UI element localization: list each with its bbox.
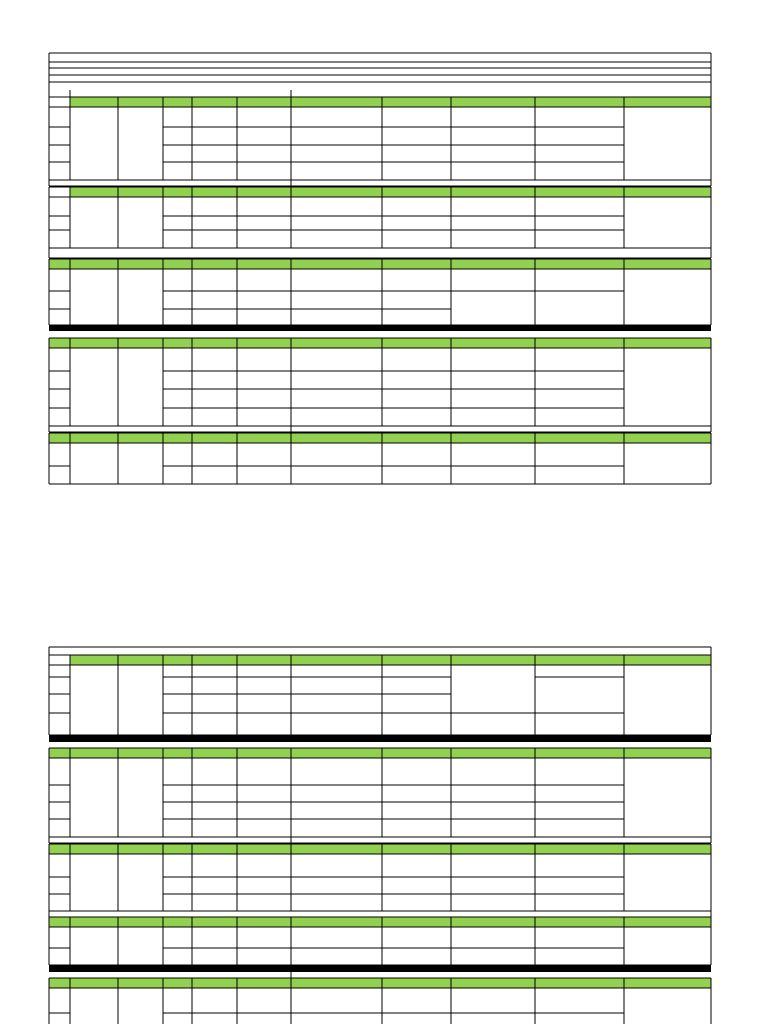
row-number-header-cell: [49, 844, 70, 854]
section-separator-bar: [49, 965, 711, 972]
column-header-row: [70, 433, 711, 443]
row-number-header-cell: [49, 917, 70, 927]
row-number-header-cell: [49, 433, 70, 443]
section-separator-bar: [49, 325, 711, 331]
column-header-row: [70, 655, 711, 665]
column-header-row: [70, 978, 711, 988]
row-number-header-cell: [49, 97, 70, 107]
column-header-row: [70, 844, 711, 854]
section-separator-bar: [49, 735, 711, 742]
column-header-row: [70, 338, 711, 348]
row-number-header-cell: [49, 978, 70, 988]
row-number-header-cell: [49, 655, 70, 665]
row-number-header-cell: [49, 748, 70, 758]
column-header-row: [70, 97, 711, 107]
row-number-header-cell: [49, 259, 70, 269]
column-header-row: [70, 917, 711, 927]
row-number-header-cell: [49, 187, 70, 197]
column-header-row: [70, 187, 711, 197]
row-number-header-cell: [49, 338, 70, 348]
column-header-row: [70, 748, 711, 758]
column-header-row: [70, 259, 711, 269]
